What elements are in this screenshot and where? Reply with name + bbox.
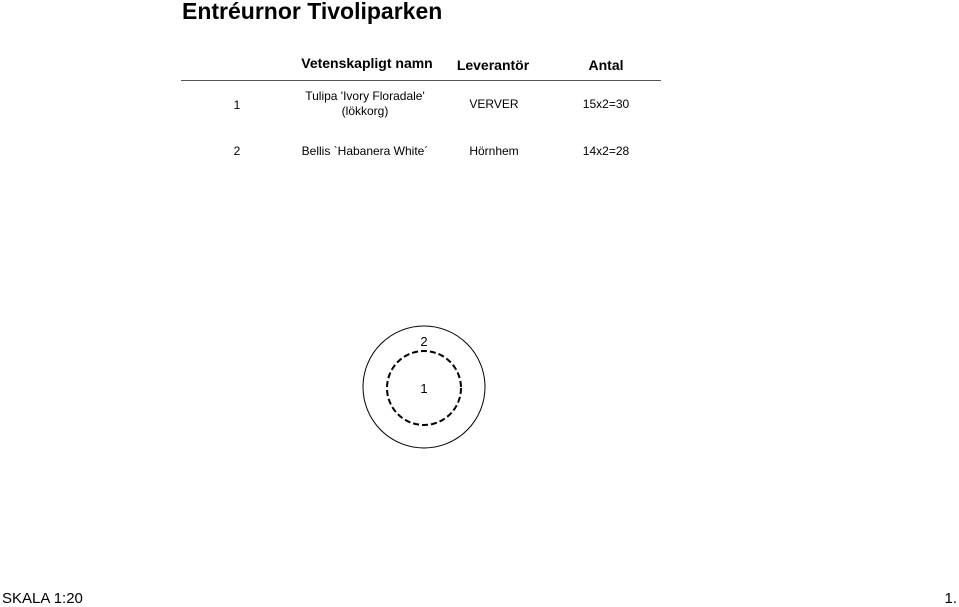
outer-ring-label: 2 bbox=[420, 334, 428, 349]
inner-ring-label: 1 bbox=[420, 381, 428, 396]
row-1-name: Tulipa 'Ivory Floradale' (lökkorg) bbox=[305, 89, 425, 118]
column-header-quantity: Antal bbox=[588, 57, 624, 73]
row-2-number: 2 bbox=[233, 144, 241, 158]
row-1-quantity: 15x2=30 bbox=[582, 97, 630, 111]
column-header-supplier: Leverantör bbox=[456, 57, 530, 73]
row-2-quantity: 14x2=28 bbox=[582, 144, 630, 158]
row-2-name: Bellis `Habanera White´ bbox=[301, 144, 429, 158]
row-1-supplier: VERVER bbox=[469, 97, 519, 111]
scale-label: SKALA 1:20 bbox=[2, 590, 83, 607]
page-number: 1. bbox=[944, 590, 957, 607]
row-2-supplier: Hörnhem bbox=[469, 144, 519, 158]
column-header-name: Vetenskapligt namn bbox=[301, 55, 433, 71]
row-1-number: 1 bbox=[233, 98, 241, 112]
document-title: Entréurnor Tivoliparken bbox=[182, 0, 443, 24]
